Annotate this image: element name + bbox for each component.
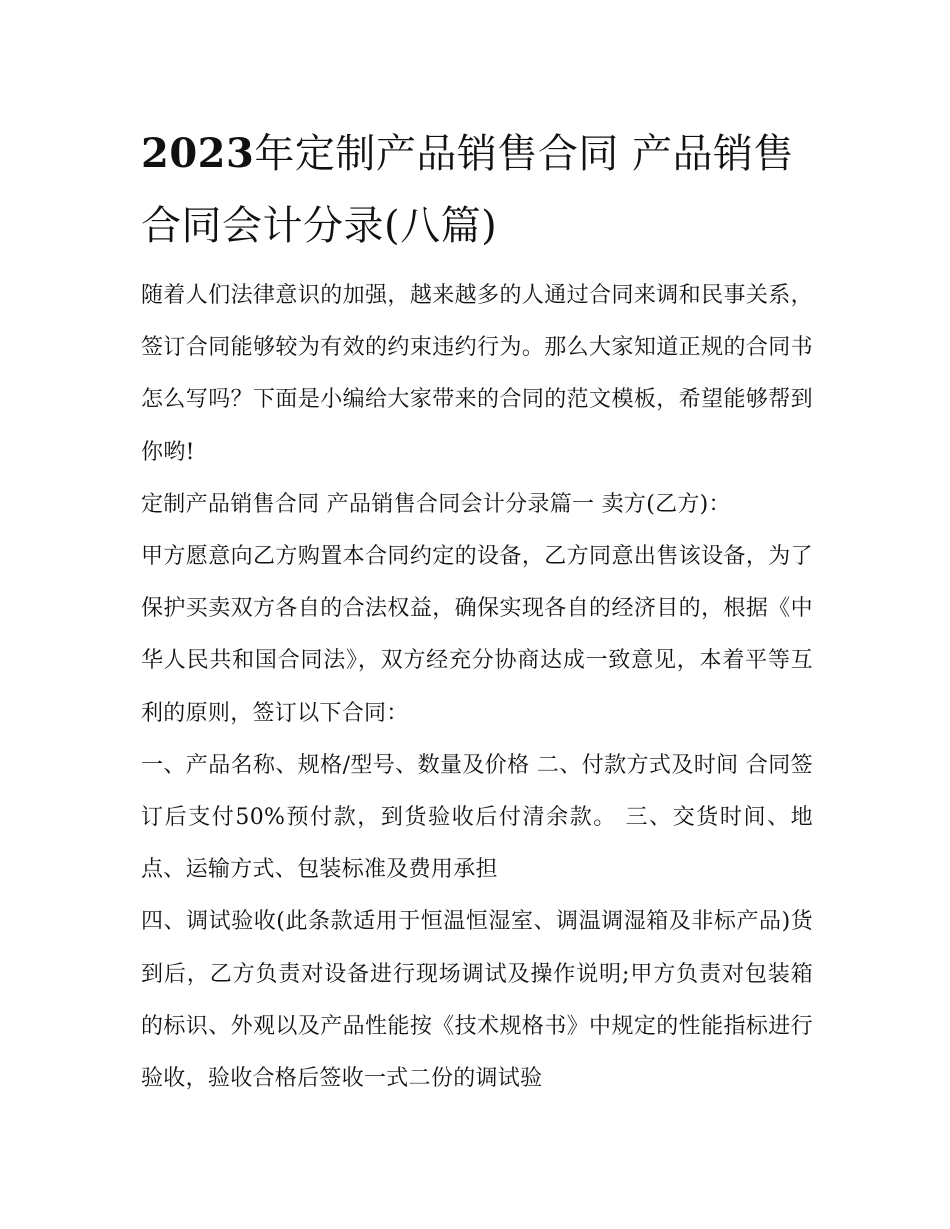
- document-content: [141, 118, 813, 1105]
- document-title: [141, 118, 813, 262]
- contract-preamble: 甲方愿意向乙方购置本合同约定的设备，乙方同意出售该设备，为了保护买卖双方各自的合法权益，确保实现各自的经济目的，根据《中华人民共和国合同法》，双方经充分协商达成一致意见，本着平等互利的原则，签订以下合同：: [141, 544, 813, 726]
- clause-4: 四、调试验收(此条款适用于恒温恒湿室、调温调湿箱及非标产品)货到后，乙方负责对设备进行现场调试及操作说明;甲方负责对包装箱的标识、外观以及产品性能按《技术规格书》中规定的性能指标进行验收，验收合格后签收一式二份的调试验: [141, 909, 813, 1092]
- title-text: 年定制产品销售合同 产品销售合同会计分录(八篇): [141, 131, 795, 249]
- title-year: 2023: [141, 130, 255, 177]
- intro-paragraph: 随着人们法律意识的加强，越来越多的人通过合同来调和民事关系，签订合同能够较为有效的约束违约行为。那么大家知道正规的合同书怎么写吗？下面是小编给大家带来的合同的范文模板，希望能够帮到你哟!: [141, 283, 813, 465]
- section-heading: 定制产品销售合同 产品销售合同会计分录篇一 卖方(乙方)：: [141, 491, 731, 517]
- clause-1-3: 一、产品名称、规格/型号、数量及价格 二、付款方式及时间 合同签订后支付50%预付款，到货验收后付清余款。 三、交货时间、地点、运输方式、包装标准及费用承担: [141, 752, 813, 883]
- title-spacer: [141, 262, 813, 270]
